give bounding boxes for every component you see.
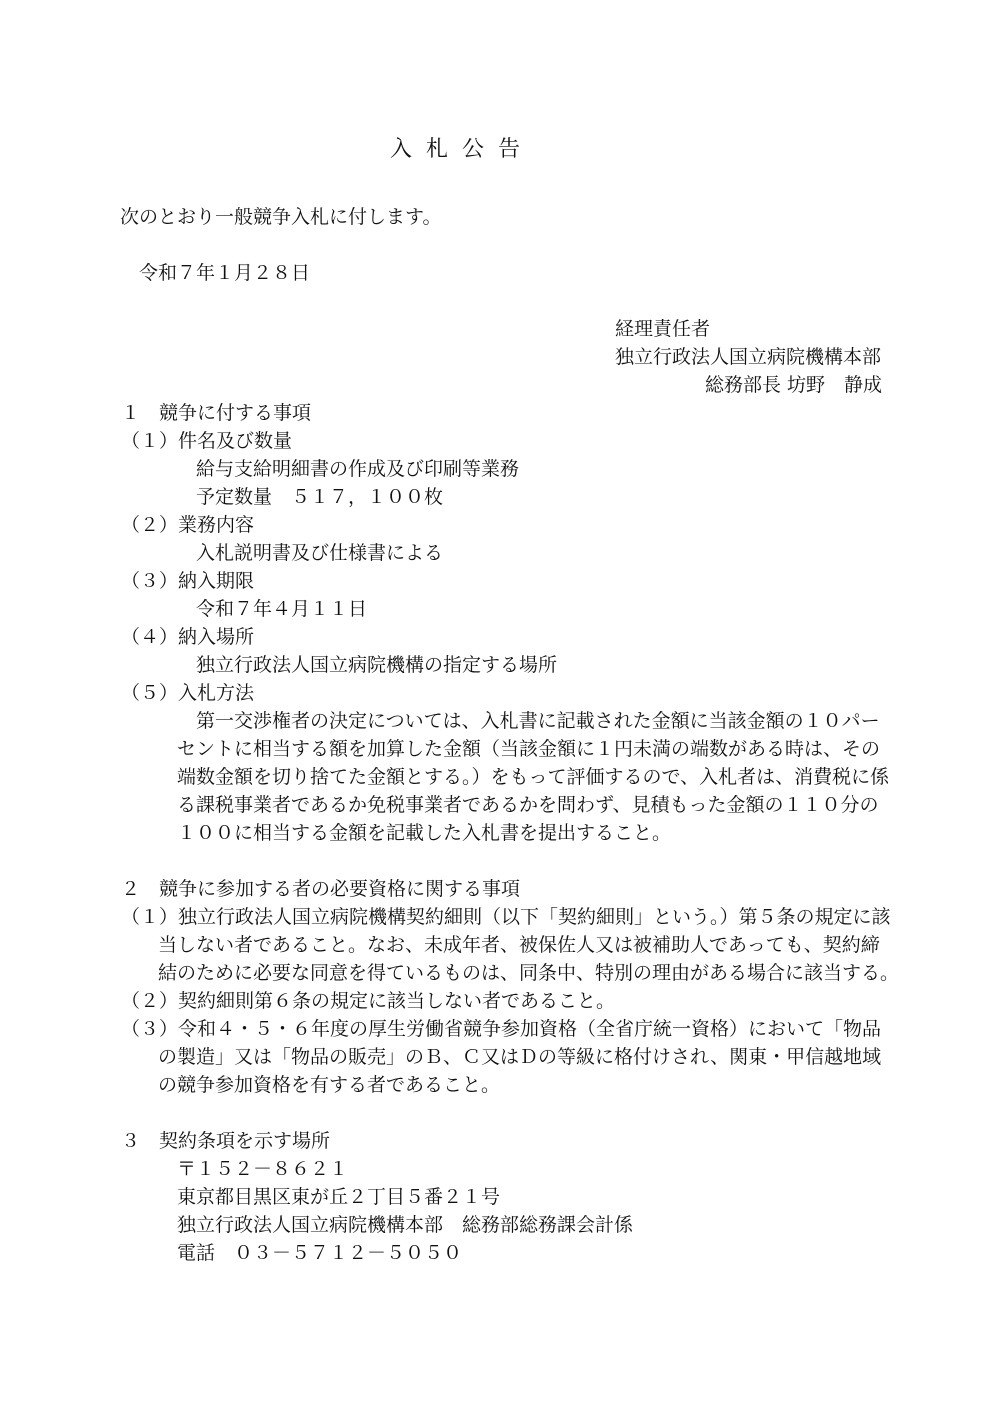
qualification-line: の競争参加資格を有する者であること。 — [158, 1074, 501, 1096]
item-line: １００に相当する金額を記載した入札書を提出すること。 — [177, 822, 672, 844]
qualification-line: の製造」又は「物品の販売」のＢ、Ｃ又はＤの等級に格付けされ、関東・甲信越地域 — [158, 1046, 882, 1068]
item-line: る課税事業者であるか免税事業者であるかを問わず、見積もった金額の１１０分の — [177, 794, 879, 816]
item-line: 端数金額を切り捨てた金額とする。）をもって評価するので、入札者は、消費税に係 — [177, 766, 890, 788]
item-line: 独立行政法人国立病院機構の指定する場所 — [196, 654, 558, 676]
section3-heading: ３ 契約条項を示す場所 — [121, 1130, 331, 1152]
phone-number: 電話 ０３－５７１２－５０５０ — [177, 1242, 463, 1264]
notice-date: 令和７年１月２８日 — [139, 262, 311, 284]
item-line: 予定数量 ５１７，１００枚 — [196, 486, 444, 508]
qualification-line: （３）令和４・５・６年度の厚生労働省競争参加資格（全省庁統一資格）において「物品 — [121, 1018, 882, 1040]
document-title: 入札公告 — [389, 137, 534, 162]
qualification-line: 結のために必要な同意を得ているものは、同条中、特別の理由がある場合に該当する。 — [158, 962, 900, 984]
item-label: （３）納入期限 — [121, 570, 255, 592]
contact-office: 独立行政法人国立病院機構本部 総務部総務課会計係 — [177, 1214, 634, 1236]
qualification-line: （１）独立行政法人国立病院機構契約細則（以下「契約細則」という。）第５条の規定に該 — [121, 906, 891, 928]
intro-text: 次のとおり一般競争入札に付します。 — [120, 206, 442, 228]
section2-heading: ２ 競争に参加する者の必要資格に関する事項 — [121, 878, 521, 900]
item-line: 令和７年４月１１日 — [196, 598, 368, 620]
postal-code: 〒１５２－８６２１ — [177, 1158, 349, 1180]
issuer-role: 経理責任者 — [615, 318, 711, 340]
item-label: （２）業務内容 — [121, 514, 255, 536]
issuer-name: 総務部長 坊野 静成 — [704, 374, 882, 396]
item-line: 給与支給明細書の作成及び印刷等業務 — [196, 458, 520, 480]
qualification-line: （２）契約細則第６条の規定に該当しない者であること。 — [121, 990, 616, 1012]
item-line: 第一交渉権者の決定については、入札書に記載された金額に当該金額の１０パー — [196, 710, 880, 732]
item-label: （５）入札方法 — [121, 682, 255, 704]
item-line: 入札説明書及び仕様書による — [196, 542, 444, 564]
item-line: セントに相当する額を加算した金額（当該金額に１円未満の端数がある時は、その — [177, 738, 881, 760]
issuer-organization: 独立行政法人国立病院機構本部 — [615, 346, 882, 368]
section1-heading: １ 競争に付する事項 — [121, 402, 312, 424]
item-label: （１）件名及び数量 — [121, 430, 293, 452]
address: 東京都目黒区東が丘２丁目５番２１号 — [177, 1186, 501, 1208]
qualification-line: 当しない者であること。なお、未成年者、被保佐人又は被補助人であっても、契約締 — [158, 934, 880, 956]
item-label: （４）納入場所 — [121, 626, 255, 648]
